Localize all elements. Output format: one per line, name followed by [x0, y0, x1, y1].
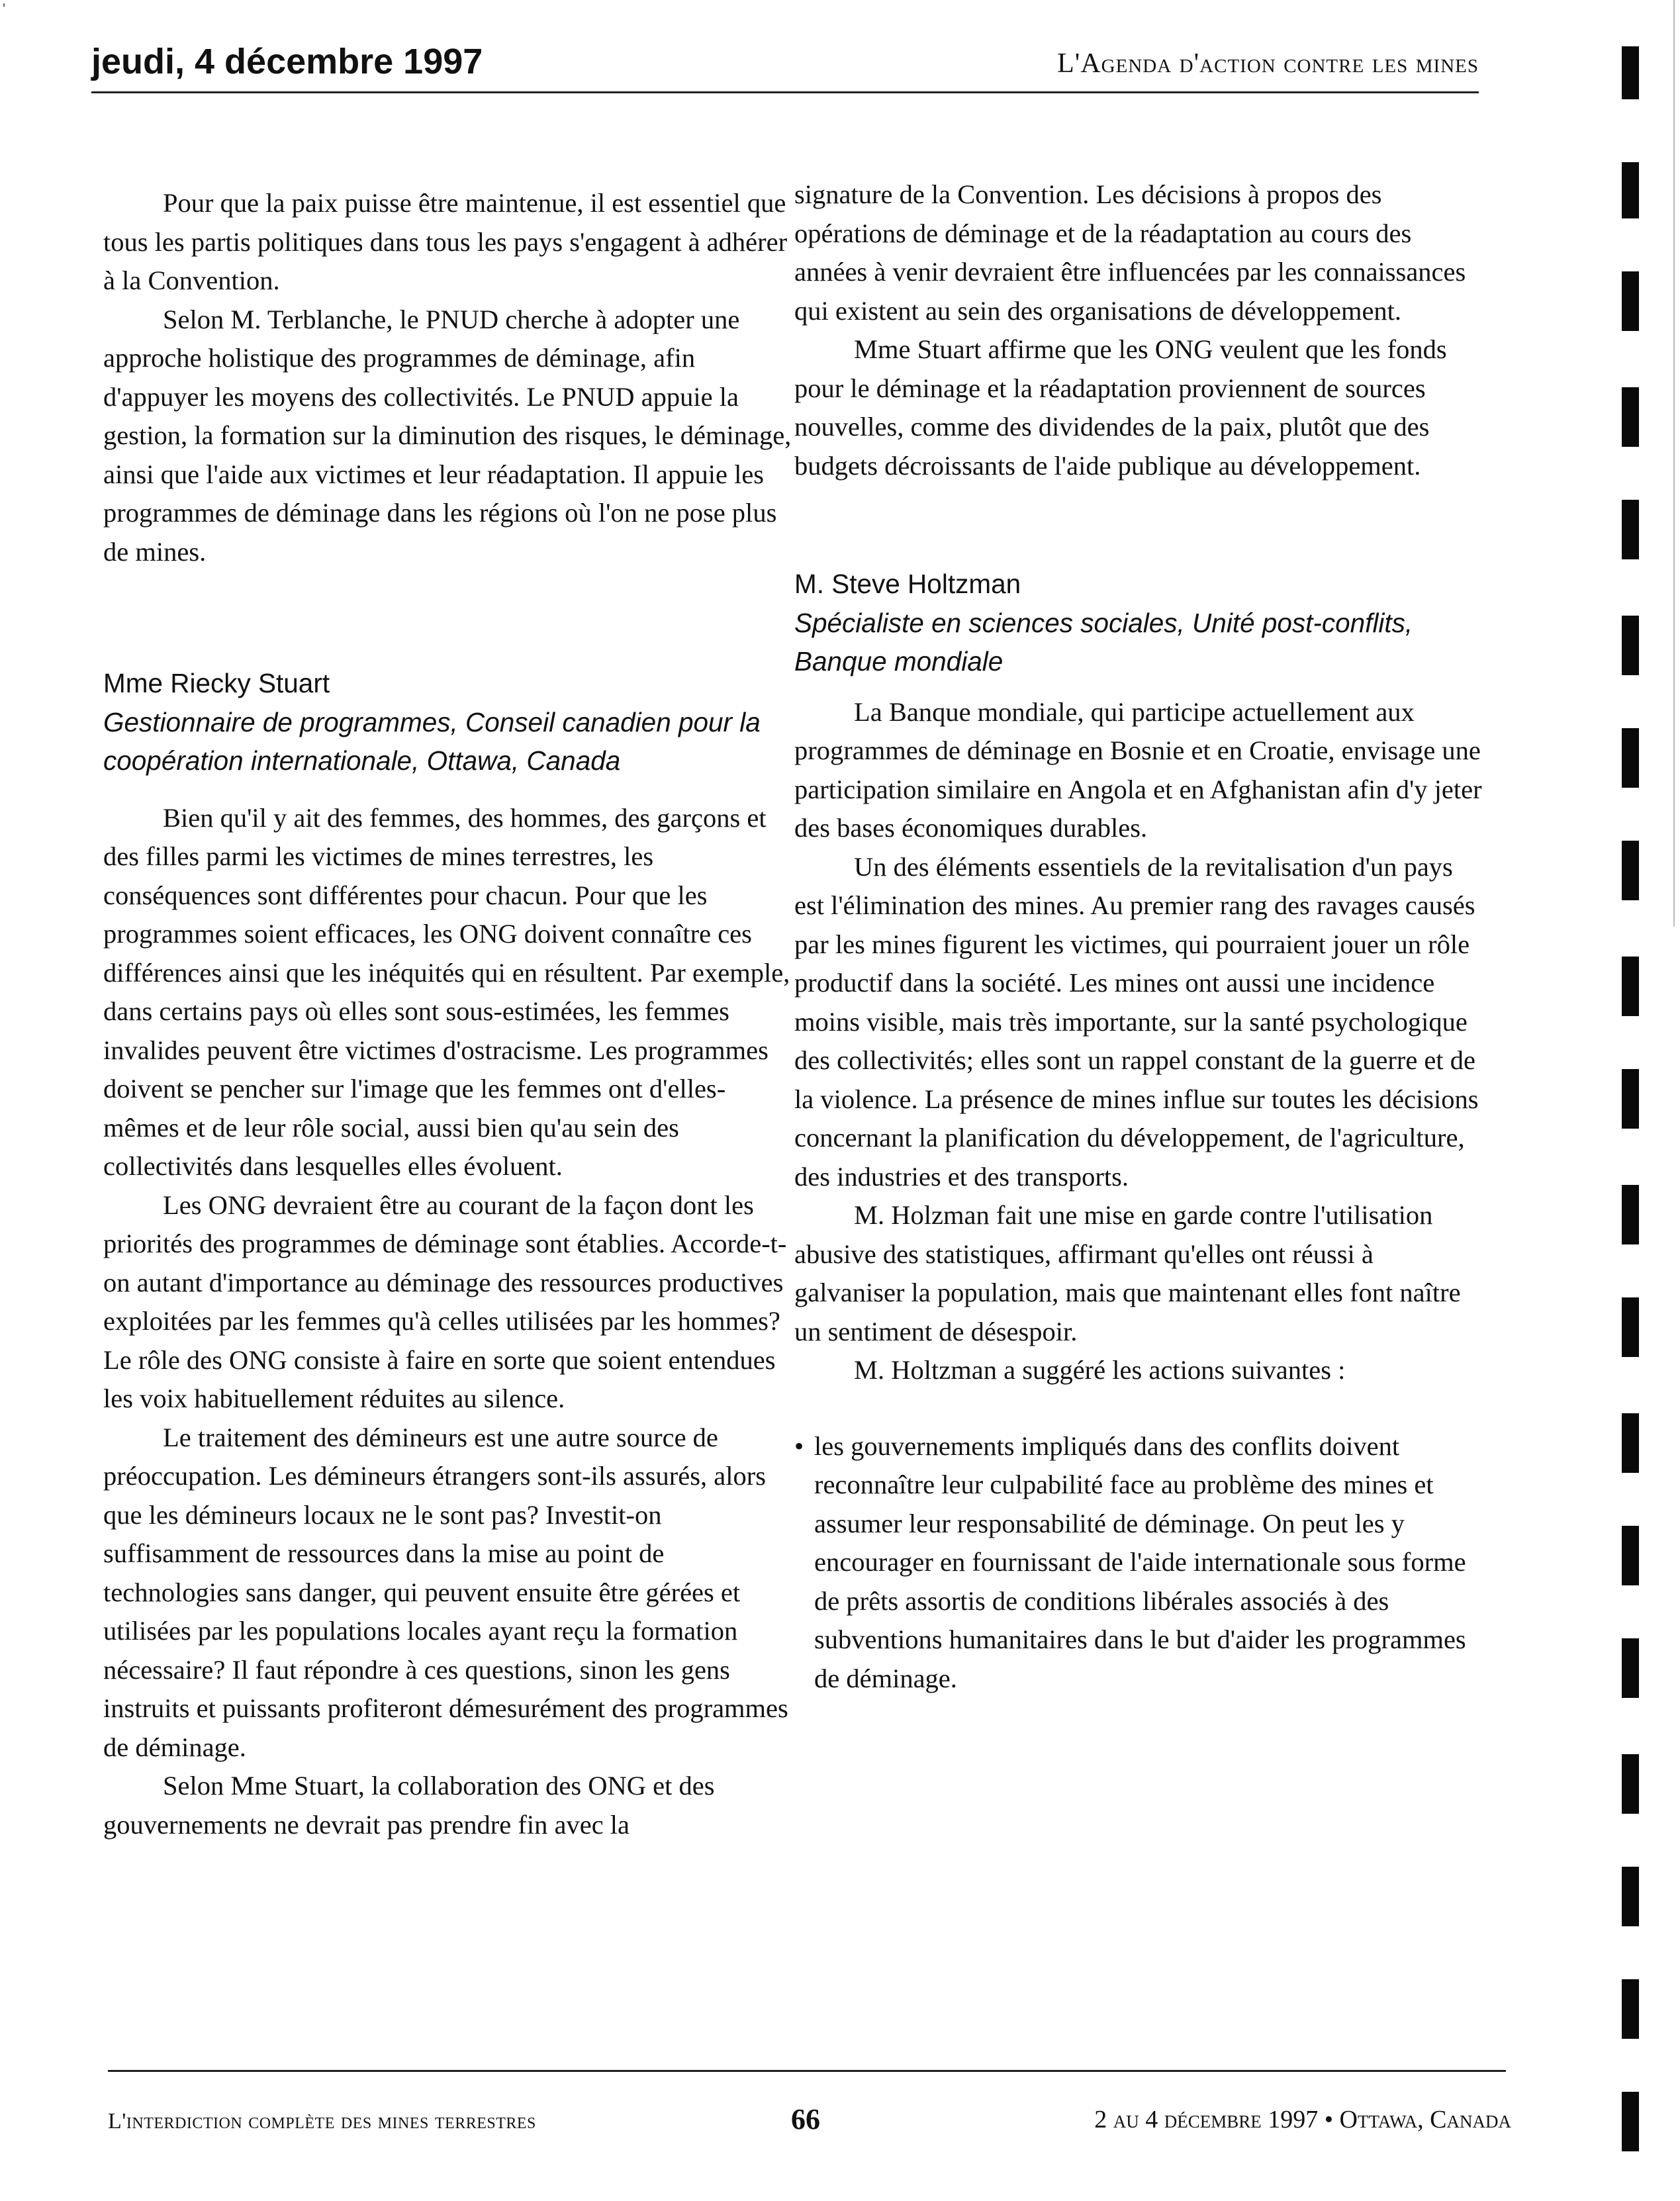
page-date: jeudi, 4 décembre 1997: [91, 42, 483, 81]
scan-corner-mark: ': [3, 0, 5, 17]
paragraph: signature de la Convention. Les décisions à propos des opérations de déminage et de la réadaptation au cours des années à venir devraient être influencées par les connaissances qui existent au sein des organisations de développement.: [794, 179, 1466, 326]
speaker-title: Spécialiste en sciences sociales, Unité post-conflits, Banque mondiale: [794, 607, 1413, 677]
binding-mark: [1622, 162, 1639, 218]
binding-mark: [1622, 1979, 1639, 2039]
binding-mark: [1622, 1185, 1639, 1244]
binding-mark: [1622, 841, 1639, 900]
paragraph: M. Holzman fait une mise en garde contre l'utilisation abusive des statistiques, affirmant qu'elles ont réussi à galvaniser la population, mais que maintenant elles font naître un sentiment de désespoir.: [794, 1200, 1461, 1346]
spacer: [794, 681, 1483, 693]
binding-mark: [1622, 616, 1639, 675]
binding-mark: [1622, 728, 1639, 788]
paragraph: Bien qu'il y ait des femmes, des hommes, des garçons et des filles parmi les victimes de mines terrestres, les conséquences sont différentes pour chacun. Pour que les programmes soient efficaces, les ONG doivent connaître ces différences ainsi que les inéquités qui en résultent. Par exemple, dans certains pays où elles sont sous-estimées, les femmes invalides peuvent être victimes d'ostracisme. Les programmes doivent se pencher sur l'image que les femmes ont d'elles-mêmes et de leur rôle social, aussi bien qu'au sein des collectivités dans lesquelles elles évoluent.: [103, 802, 790, 1181]
paragraph: Selon Mme Stuart, la collaboration des ONG et des gouvernements ne devrait pas prendre fin avec la: [103, 1771, 715, 1840]
binding-mark: [1622, 500, 1639, 559]
binding-mark: [1622, 1413, 1639, 1473]
bullet-list: [794, 1427, 1483, 1699]
speaker-title: Gestionnaire de programmes, Conseil canadien pour la coopération internationale, Ottawa, Canada: [103, 706, 761, 776]
footer-event-info: 2 au 4 décembre 1997 • Ottawa, Canada: [1094, 2106, 1511, 2133]
binding-mark: [1622, 271, 1639, 331]
paragraph: M. Holtzman a suggéré les actions suivantes :: [854, 1355, 1346, 1385]
spacer: [103, 571, 792, 664]
paragraph: Les ONG devraient être au courant de la façon dont les priorités des programmes de déminage sont établies. Accorde-t-on autant d'importance au déminage des ressources productives exploitées par les femmes qu'à celles utilisées par les hommes? Le rôle des ONG consiste à faire en sorte que soient entendues les voix habituellement réduites au silence.: [103, 1190, 787, 1413]
footer-rule: [108, 2070, 1506, 2072]
footer-publication-title: L'interdiction complète des mines terrestres: [108, 2109, 536, 2133]
spacer: [794, 485, 1483, 565]
binding-mark: [1622, 1638, 1639, 1698]
binding-mark: [1622, 1297, 1639, 1357]
binding-mark: [1622, 1754, 1639, 1814]
list-item: • les gouvernements impliqués dans des conflits doivent reconnaître leur culpabilité face au problème des mines et assumer leur responsabilité de déminage. On peut les y encourager en fournissant de l'aide internationale sous forme de prêts assortis de conditions libérales associés à des subventions humanitaires dans le but d'aider les programmes de déminage.: [794, 1427, 1483, 1699]
paragraph: Selon M. Terblanche, le PNUD cherche à adopter une approche holistique des programmes de déminage, afin d'appuyer les moyens des collectivités. Le PNUD appuie la gestion, la formation sur la diminution des risques, le déminage, ainsi que l'aide aux victimes et leur réadaptation. Il appuie les programmes de déminage dans les régions où l'on ne pose plus de mines.: [103, 304, 792, 567]
spacer: [794, 1390, 1483, 1427]
binding-mark: [1622, 1867, 1639, 1926]
paragraph: Pour que la paix puisse être maintenue, il est essentiel que tous les partis politiques dans tous les pays s'engagent à adhérer à la Convention.: [103, 188, 788, 295]
speaker-name: Mme Riecky Stuart: [103, 668, 330, 698]
page-edge-line: [1673, 0, 1675, 927]
page-number: 66: [791, 2103, 820, 2135]
header-rule: [91, 91, 1479, 93]
speaker-name: M. Steve Holtzman: [794, 569, 1021, 599]
binding-mark: [1622, 1069, 1639, 1129]
binding-mark: [1622, 2092, 1639, 2151]
left-column: [103, 184, 792, 1844]
binding-mark: [1622, 1526, 1639, 1585]
binding-mark: [1622, 46, 1639, 99]
binding-mark: [1622, 387, 1639, 447]
paragraph: Un des éléments essentiels de la revitalisation d'un pays est l'élimination des mines. Au premier rang des ravages causés par les mines figurent les victimes, qui pourraient jouer un rôle productif dans la société. Les mines ont aussi une incidence moins visible, mais très importante, sur la santé psychologique des collectivités; elles sont un rappel constant de la guerre et de la violence. La présence de mines influe sur toutes les décisions concernant la planification du développement, de l'agriculture, des industries et des transports.: [794, 851, 1479, 1192]
binding-mark: [1622, 957, 1639, 1016]
right-column: [794, 175, 1483, 1698]
paragraph: Le traitement des démineurs est une autre source de préoccupation. Les démineurs étrangers sont-ils assurés, alors que les démineurs locaux ne le sont pas? Investit-on suffisamment de ressources dans la mise au point de technologies sans danger, qui peuvent ensuite être gérées et utilisées par les populations locales ayant reçu la formation nécessaire? Il faut répondre à ces questions, sinon les gens instruits et puissants profiteront démesurément des programmes de déminage.: [103, 1422, 788, 1762]
paragraph: La Banque mondiale, qui participe actuellement aux programmes de déminage en Bosnie et en Croatie, envisage une participation similaire en Angola et en Afghanistan afin d'y jeter des bases économiques durables.: [794, 696, 1482, 843]
spacer: [103, 780, 792, 799]
running-title: L'Agenda d'action contre les mines: [1057, 48, 1479, 79]
paragraph: Mme Stuart affirme que les ONG veulent que les fonds pour le déminage et la réadaptation proviennent de sources nouvelles, comme des dividendes de la paix, plutôt que des budgets décroissants de l'aide publique au développement.: [794, 334, 1447, 481]
